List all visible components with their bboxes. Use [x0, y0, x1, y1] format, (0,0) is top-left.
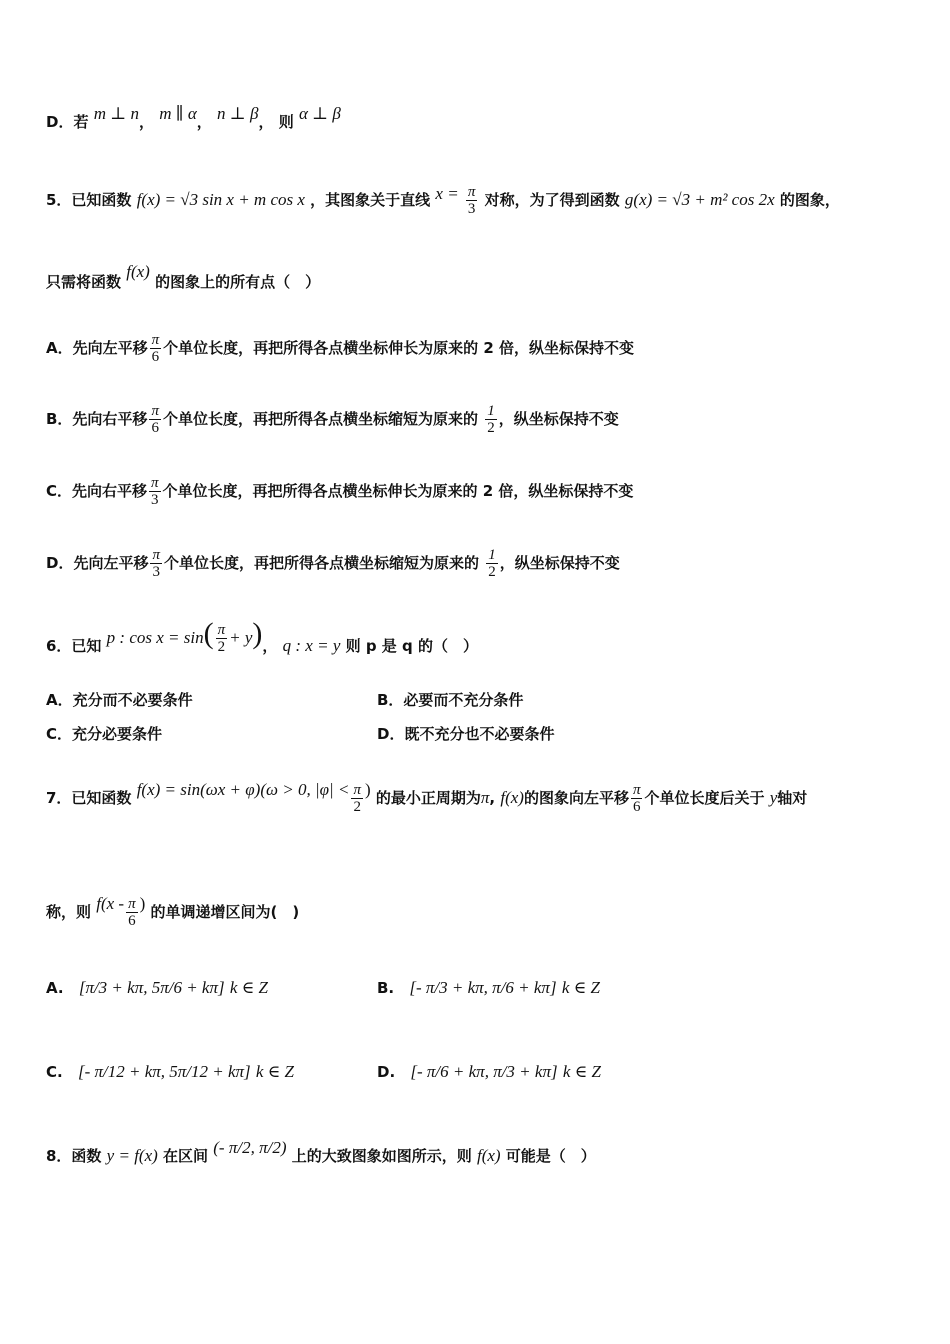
q7-option-c[interactable]: C. [- π/12 + kπ, 5π/12 + kπ] k ∈ Z — [46, 1062, 294, 1081]
q7-option-b[interactable]: B. [- π/3 + kπ, π/6 + kπ] k ∈ Z — [377, 978, 600, 997]
q5-stem: 5．已知函数 f(x) = √3 sin x + m cos x ，其图象关于直线 x = $\frac{\pi}{3}$ 对称，为了得到函数 g(x) = √3 + m² cos 2x 的图象， — [46, 184, 840, 217]
q5-option-a[interactable]: A．先向左平移 $\frac{\pi}{6}$ 个单位长度，再把所得各点横坐标伸长为原来的 2 倍，纵坐标保持不变 — [46, 332, 635, 365]
q7-stem: 7．已知函数 f(x) = sin(ωx + φ)(ω > 0, |φ| < $\frac{\pi}{2}$ ) 的最小正周期为π, f(x)的图象向左平移 $\frac{\pi}{6}$ 个单位长度后关于 y轴对 — [46, 780, 808, 815]
q7-option-a[interactable]: A. [π/3 + kπ, 5π/6 + kπ] k ∈ Z — [46, 978, 268, 997]
q5-option-c[interactable]: C．先向右平移 $\frac{\pi}{3}$ 个单位长度，再把所得各点横坐标伸长为原来的 2 倍，纵坐标保持不变 — [46, 475, 634, 508]
q6-stem: 6．已知 p : cos x = sin( $\frac{\pi}{2}$ + y)， q : x = y 则 p 是 q 的（ ） — [46, 617, 478, 655]
q5-option-b[interactable]: B．先向右平移 $\frac{\pi}{6}$ 个单位长度，再把所得各点横坐标缩短为原来的 $\frac{1}{2}$ ，纵坐标保持不变 — [46, 403, 619, 436]
q6-option-c[interactable]: C．充分必要条件 — [46, 725, 163, 743]
q8-stem: 8．函数 y = f(x) 在区间 (- π/2, π/2) 上的大致图象如图所示，则 f(x) 可能是（ ） — [46, 1138, 596, 1165]
q6-option-b[interactable]: B．必要而不充分条件 — [377, 691, 524, 709]
q5-stem-line2: 只需将函数 f(x) 的图象上的所有点（ ） — [46, 262, 321, 291]
q5-option-d[interactable]: D．先向左平移 $\frac{\pi}{3}$ 个单位长度，再把所得各点横坐标缩短为原来的 $\frac{1}{2}$ ，纵坐标保持不变 — [46, 547, 620, 580]
q7-option-d[interactable]: D. [- π/6 + kπ, π/3 + kπ] k ∈ Z — [377, 1062, 601, 1081]
q7-stem-line2: 称，则 f(x - $\frac{\pi}{6}$ ) 的单调递增区间为( ) — [46, 894, 300, 929]
q6-option-d[interactable]: D．既不充分也不必要条件 — [377, 725, 555, 743]
q4-option-d: D．若 m ⊥ n， m ∥ α， n ⊥ β， 则 α ⊥ β — [46, 104, 341, 131]
q6-option-a[interactable]: A．充分而不必要条件 — [46, 691, 193, 709]
